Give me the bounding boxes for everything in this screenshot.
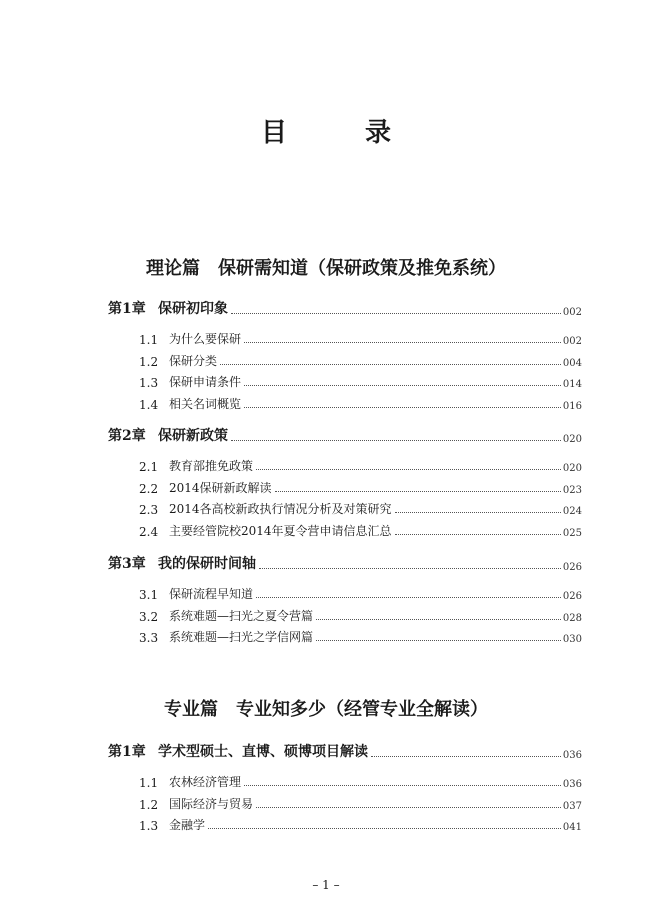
page-number: 020 xyxy=(562,434,582,445)
page-footer-number: – 1 – xyxy=(312,878,340,892)
page-number: 004 xyxy=(562,358,582,369)
section-number: 2.4 xyxy=(139,525,159,539)
page-number: 026 xyxy=(562,562,582,573)
page-number: 026 xyxy=(562,591,582,602)
section-title: 保研申请条件 xyxy=(169,375,242,389)
toc-chapter[interactable] xyxy=(0,427,652,445)
toc-section[interactable] xyxy=(0,394,652,412)
toc-section[interactable] xyxy=(0,329,652,347)
section-number: 3.2 xyxy=(139,610,159,624)
part-heading xyxy=(0,695,652,721)
section-title: 系统难题—扫光之夏令营篇 xyxy=(169,609,314,623)
section-number: 3.3 xyxy=(139,631,159,645)
section-number: 1.3 xyxy=(139,376,159,390)
chapter-number: 第1章 xyxy=(108,301,146,317)
section-title: 2014各高校新政执行情况分析及对策研究 xyxy=(169,502,392,516)
part-heading xyxy=(0,254,652,280)
section-number: 2.3 xyxy=(139,503,159,517)
dot-leader xyxy=(231,313,561,314)
section-title: 主要经管院校2014年夏令营申请信息汇总 xyxy=(169,524,392,538)
section-title: 系统难题—扫光之学信网篇 xyxy=(169,630,314,644)
toc-chapter[interactable] xyxy=(0,743,652,761)
chapter-number: 第1章 xyxy=(108,744,146,760)
part-subtitle: 保研需知道（保研政策及推免系统） xyxy=(218,258,506,279)
chapter-title: 保研新政策 xyxy=(158,428,228,444)
dot-leader xyxy=(256,807,561,808)
section-number: 2.2 xyxy=(139,482,159,496)
toc-section[interactable] xyxy=(0,499,652,517)
part-subtitle: 专业知多少（经管专业全解读） xyxy=(236,699,488,720)
section-number: 2.1 xyxy=(139,460,159,474)
toc-section[interactable] xyxy=(0,772,652,790)
page-number: 037 xyxy=(562,801,582,812)
page-number: 002 xyxy=(562,336,582,347)
dot-leader xyxy=(316,640,561,641)
section-title: 保研分类 xyxy=(169,354,218,368)
section-title: 为什么要保研 xyxy=(169,332,242,346)
page-number: 025 xyxy=(562,528,582,539)
chapter-title: 保研初印象 xyxy=(158,301,228,317)
page-number: 030 xyxy=(562,634,582,645)
dot-leader xyxy=(259,568,561,569)
page-number: 023 xyxy=(562,485,582,496)
dot-leader xyxy=(244,342,561,343)
page-number: 014 xyxy=(562,379,582,390)
page-number: 028 xyxy=(562,613,582,624)
toc-section[interactable] xyxy=(0,478,652,496)
dot-leader xyxy=(395,534,561,535)
toc-chapter[interactable] xyxy=(0,555,652,573)
toc-section[interactable] xyxy=(0,351,652,369)
page-number: 016 xyxy=(562,401,582,412)
section-title: 国际经济与贸易 xyxy=(169,797,254,811)
section-title: 保研流程早知道 xyxy=(169,587,254,601)
dot-leader xyxy=(371,756,561,757)
section-title: 2014保研新政解读 xyxy=(169,481,272,495)
page-number: 036 xyxy=(562,750,582,761)
page-number: 024 xyxy=(562,506,582,517)
section-title: 相关名词概览 xyxy=(169,397,242,411)
section-number: 1.1 xyxy=(139,333,159,347)
section-title: 农林经济管理 xyxy=(169,775,242,789)
toc-section[interactable] xyxy=(0,606,652,624)
section-number: 1.2 xyxy=(139,355,159,369)
toc-section[interactable] xyxy=(0,584,652,602)
page-number: 002 xyxy=(562,307,582,318)
dot-leader xyxy=(231,440,561,441)
dot-leader xyxy=(220,364,561,365)
chapter-title: 我的保研时间轴 xyxy=(158,556,256,572)
toc-section[interactable] xyxy=(0,521,652,539)
chapter-title: 学术型硕士、直博、硕博项目解读 xyxy=(158,744,368,760)
toc-section[interactable] xyxy=(0,456,652,474)
dot-leader xyxy=(208,828,561,829)
dot-leader xyxy=(275,491,561,492)
section-title: 教育部推免政策 xyxy=(169,459,254,473)
page-title: 目 录 xyxy=(260,118,417,148)
page-number: 041 xyxy=(562,822,582,833)
dot-leader xyxy=(244,785,561,786)
toc-section[interactable] xyxy=(0,815,652,833)
toc-chapter[interactable] xyxy=(0,300,652,318)
dot-leader xyxy=(316,619,561,620)
section-number: 1.1 xyxy=(139,776,159,790)
toc-section[interactable] xyxy=(0,794,652,812)
section-number: 1.4 xyxy=(139,398,159,412)
page-number: 020 xyxy=(562,463,582,474)
dot-leader xyxy=(256,469,561,470)
chapter-number: 第2章 xyxy=(108,428,146,444)
part-name: 理论篇 xyxy=(146,258,200,279)
section-title: 金融学 xyxy=(169,818,206,832)
dot-leader xyxy=(244,407,561,408)
section-number: 1.2 xyxy=(139,798,159,812)
dot-leader xyxy=(256,597,561,598)
dot-leader xyxy=(244,385,561,386)
section-number: 1.3 xyxy=(139,819,159,833)
part-name: 专业篇 xyxy=(164,699,218,720)
section-number: 3.1 xyxy=(139,588,159,602)
toc-section[interactable] xyxy=(0,372,652,390)
page-number: 036 xyxy=(562,779,582,790)
dot-leader xyxy=(395,512,561,513)
toc-section[interactable] xyxy=(0,627,652,645)
chapter-number: 第3章 xyxy=(108,556,146,572)
